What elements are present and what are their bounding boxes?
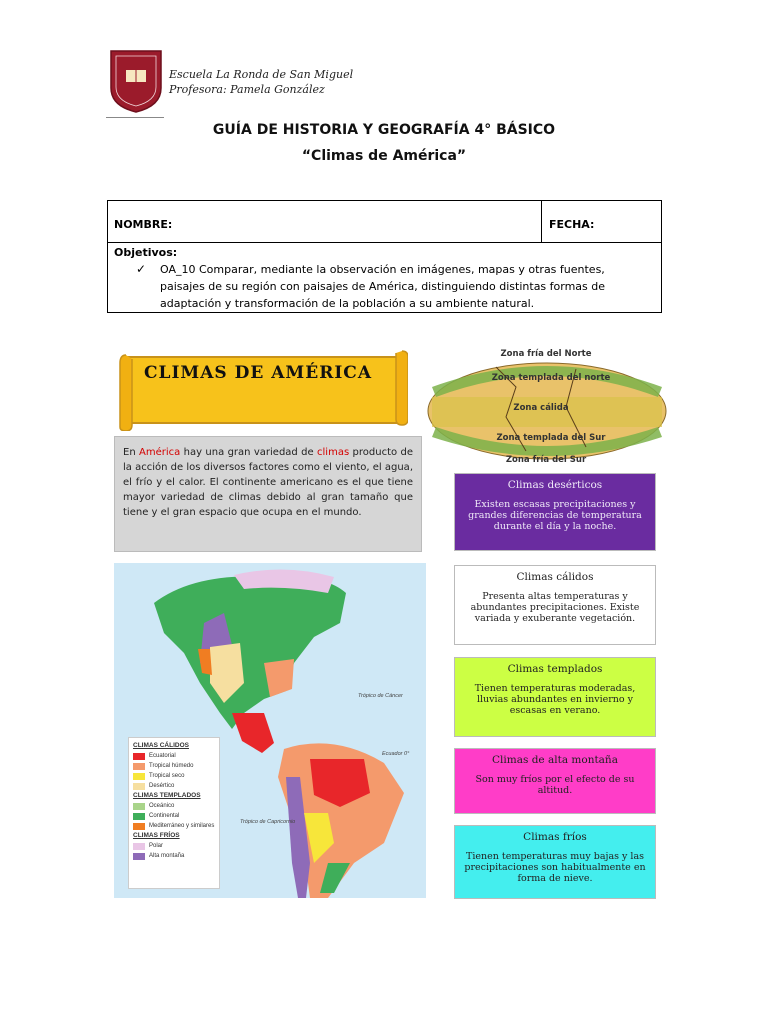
americas-climate-map (114, 563, 426, 898)
legend-item (133, 811, 215, 821)
zone-south-cold: Zona fría del Sur (505, 455, 587, 465)
logo-underline (106, 117, 164, 118)
label-equator: Ecuador 0° (382, 751, 410, 757)
card-mountain-climates (454, 748, 656, 814)
legend-swatch (133, 843, 145, 850)
banner-title: CLIMAS DE AMÉRICA (143, 363, 373, 383)
card-text: Tienen temperaturas moderadas, lluvias abundantes en invierno y escasas en verano. (474, 683, 636, 716)
legend-swatch (133, 853, 145, 860)
school-crest-logo (108, 48, 164, 114)
legend-label: Tropical húmedo (149, 763, 194, 769)
legend-swatch (133, 773, 145, 780)
intro-text-2: hay una gran variedad de (180, 447, 318, 458)
intro-text-3: producto de la acción de los diversos factores como el viento, el agua, el frío y el calor. El continente americano es el que tiene mayor variedad de climas debido al gran tamaño que tiene y el gran espacio que ocupa en el mundo. (123, 447, 413, 518)
legend-cold-title: CLIMAS FRÍOS (133, 832, 180, 839)
objectives-label: Objetivos: (114, 246, 178, 259)
climate-zones-globe (426, 347, 668, 471)
legend-item (133, 841, 215, 851)
zone-south-temperate: Zona templada del Sur (496, 433, 606, 443)
intro-climas: climas (317, 447, 350, 458)
teacher-name: Profesora: Pamela González (169, 83, 325, 96)
legend-label: Continental (149, 813, 180, 819)
legend-item (133, 801, 215, 811)
legend-swatch (133, 823, 145, 830)
label-tropic-cancer: Trópico de Cáncer (358, 693, 403, 699)
card-text: Existen escasas precipitaciones y grandes diferencias de temperatura durante el día y la noche. (468, 499, 642, 532)
legend-label: Mediterráneo y similares (149, 823, 215, 829)
table-divider (541, 201, 542, 243)
card-title: Climas de alta montaña (492, 754, 618, 766)
card-cold-climates (454, 825, 656, 899)
legend-item (133, 781, 215, 791)
card-title: Climas cálidos (516, 571, 594, 583)
label-tropic-capricorn: Trópico de Capricornio (240, 819, 296, 825)
legend-label: Ecuatorial (149, 753, 176, 759)
legend-swatch (133, 763, 145, 770)
zone-north-cold: Zona fría del Norte (500, 349, 592, 359)
card-desert-climates (454, 473, 656, 551)
date-label: FECHA: (549, 218, 595, 231)
card-title: Climas fríos (523, 831, 587, 843)
legend-swatch (133, 803, 145, 810)
legend-label: Oceánico (149, 803, 175, 809)
page-subtitle: “Climas de América” (301, 148, 467, 164)
legend-item (133, 821, 215, 831)
legend-item (133, 761, 215, 771)
card-temperate-climates (454, 657, 656, 737)
school-name: Escuela La Ronda de San Miguel (169, 68, 354, 81)
legend-label: Desértico (149, 783, 175, 789)
legend-warm-title: CLIMAS CÁLIDOS (133, 742, 189, 749)
school-info (169, 67, 353, 97)
legend-item (133, 751, 215, 761)
intro-america: América (139, 447, 181, 458)
legend-temperate-title: CLIMAS TEMPLADOS (133, 792, 201, 799)
student-info-table (107, 200, 662, 313)
card-text: Son muy fríos por el efecto de su altitud. (475, 774, 635, 796)
card-text: Tienen temperaturas muy bajas y las precipitaciones son habitualmente en forma de nieve. (464, 851, 646, 884)
intro-paragraph (114, 436, 422, 552)
scroll-banner (118, 349, 408, 431)
legend-swatch (133, 783, 145, 790)
intro-text-1: En (123, 447, 140, 458)
legend-label: Polar (149, 843, 164, 849)
legend-swatch (133, 813, 145, 820)
zone-warm: Zona cálida (513, 403, 569, 413)
map-legend (128, 737, 220, 889)
page-title: GUÍA DE HISTORIA Y GEOGRAFÍA 4° BÁSICO (212, 122, 556, 138)
checkmark-icon: ✓ (136, 262, 147, 276)
zone-north-temperate: Zona templada del norte (491, 373, 611, 383)
objective-text: OA_10 Comparar, mediante la observación en imágenes, mapas y otras fuentes, paisajes de su región con paisajes de América, distinguiendo distintas formas de adaptación y transformación de la población a su ambiente natural. (160, 263, 606, 310)
card-title: Climas desérticos (507, 479, 603, 491)
legend-item (133, 771, 215, 781)
card-title: Climas templados (507, 663, 603, 675)
climate-infographic (108, 341, 668, 901)
legend-item (133, 851, 215, 861)
name-label: NOMBRE: (114, 218, 173, 231)
card-text: Presenta altas temperaturas y abundantes precipitaciones. Existe variada y exuberante vegetación. (470, 591, 640, 624)
legend-label: Alta montaña (149, 853, 185, 859)
card-warm-climates (454, 565, 656, 645)
legend-swatch (133, 753, 145, 760)
legend-label: Tropical seco (149, 773, 185, 779)
